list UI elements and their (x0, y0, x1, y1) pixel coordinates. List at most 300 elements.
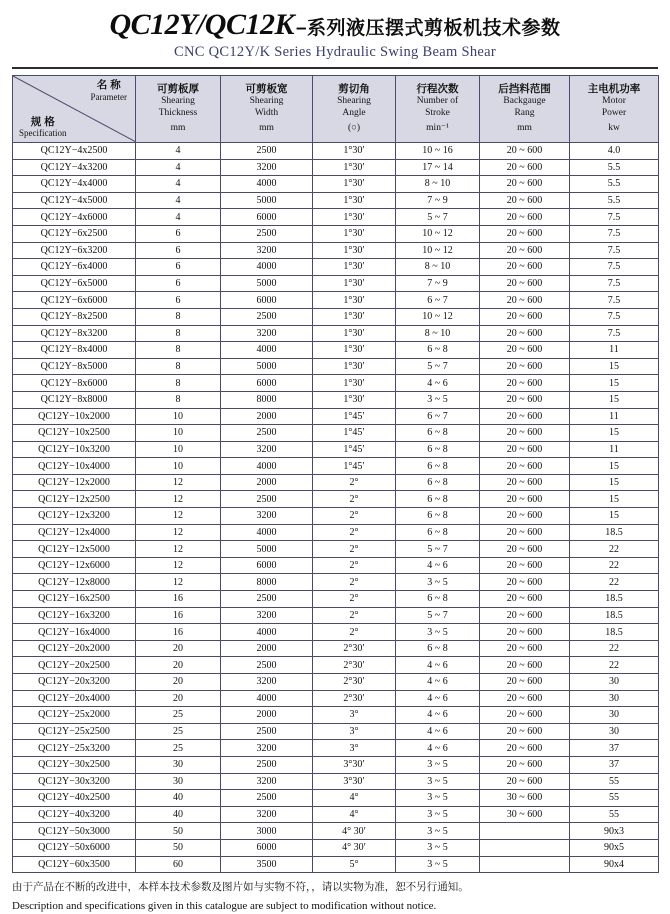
table-row (13, 242, 659, 259)
table-row (13, 624, 659, 641)
cell-model: QC12Y−6x4000 (13, 259, 136, 276)
cell-value: 37 (570, 740, 659, 757)
cell-value: 16 (136, 607, 221, 624)
cell-value: 4° (313, 806, 396, 823)
cell-value: 4 (136, 159, 221, 176)
table-row (13, 806, 659, 823)
cell-value: 5.5 (570, 192, 659, 209)
table-row (13, 740, 659, 757)
table-row (13, 690, 659, 707)
cell-value: 3500 (221, 856, 313, 873)
page-header (12, 0, 658, 61)
cell-value: 3 ~ 5 (396, 391, 480, 408)
cell-value: 15 (570, 391, 659, 408)
cell-value: 20 ~ 600 (480, 292, 570, 309)
cell-value: 18.5 (570, 591, 659, 608)
cell-value: 10 ~ 12 (396, 242, 480, 259)
cell-value: 8 (136, 358, 221, 375)
table-row (13, 408, 659, 425)
cell-value: 22 (570, 657, 659, 674)
cell-value: 6 ~ 7 (396, 408, 480, 425)
cell-model: QC12Y−8x8000 (13, 391, 136, 408)
cell-value: 2500 (221, 491, 313, 508)
cell-value: 25 (136, 740, 221, 757)
cell-value: 10 (136, 441, 221, 458)
cell-value: 4 (136, 192, 221, 209)
cell-value: 7.5 (570, 242, 659, 259)
table-row (13, 508, 659, 525)
table-row (13, 773, 659, 790)
cell-value: 22 (570, 541, 659, 558)
cell-value: 8 (136, 325, 221, 342)
table-row (13, 640, 659, 657)
title-model: QC12Y/QC12K (109, 8, 294, 41)
cell-value: 20 ~ 600 (480, 325, 570, 342)
table-row (13, 159, 659, 176)
cell-value: 7.5 (570, 308, 659, 325)
cell-value: 6 ~ 8 (396, 474, 480, 491)
cell-value (480, 856, 570, 873)
cell-value: 16 (136, 624, 221, 641)
cell-value: 2500 (221, 756, 313, 773)
cell-value: 7.5 (570, 325, 659, 342)
corner-specification-en: Specification (19, 128, 67, 139)
cell-value: 5000 (221, 358, 313, 375)
cell-value: 11 (570, 342, 659, 359)
table-row (13, 325, 659, 342)
cell-model: QC12Y−40x2500 (13, 790, 136, 807)
cell-value: 18.5 (570, 624, 659, 641)
cell-value: 5° (313, 856, 396, 873)
cell-value: 1°30′ (313, 259, 396, 276)
cell-value: 6 ~ 8 (396, 342, 480, 359)
cell-value: 2000 (221, 707, 313, 724)
cell-model: QC12Y−12x5000 (13, 541, 136, 558)
cell-model: QC12Y−4x6000 (13, 209, 136, 226)
cell-model: QC12Y−12x2500 (13, 491, 136, 508)
cell-value: 12 (136, 574, 221, 591)
cell-value: 10 (136, 458, 221, 475)
table-row (13, 707, 659, 724)
cell-value: 4000 (221, 624, 313, 641)
cell-value: 20 ~ 600 (480, 441, 570, 458)
cell-value: 11 (570, 441, 659, 458)
cell-value: 10 ~ 12 (396, 308, 480, 325)
cell-model: QC12Y−16x4000 (13, 624, 136, 641)
cell-value: 3 ~ 5 (396, 773, 480, 790)
cell-model: QC12Y−6x6000 (13, 292, 136, 309)
cell-value: 12 (136, 491, 221, 508)
table-row (13, 557, 659, 574)
cell-value: 2° (313, 524, 396, 541)
cell-model: QC12Y−20x4000 (13, 690, 136, 707)
cell-value: 20 ~ 600 (480, 723, 570, 740)
cell-value: 20 ~ 600 (480, 607, 570, 624)
cell-value: 6 ~ 8 (396, 524, 480, 541)
cell-value: 22 (570, 640, 659, 657)
cell-value: 20 (136, 640, 221, 657)
page-title (12, 8, 658, 42)
cell-value: 25 (136, 723, 221, 740)
cell-model: QC12Y−10x2500 (13, 425, 136, 442)
cell-value: 10 ~ 12 (396, 225, 480, 242)
cell-model: QC12Y−25x3200 (13, 740, 136, 757)
cell-value: 3 ~ 5 (396, 856, 480, 873)
cell-value: 20 ~ 600 (480, 740, 570, 757)
cell-value: 4 ~ 6 (396, 557, 480, 574)
cell-model: QC12Y−10x4000 (13, 458, 136, 475)
table-row (13, 541, 659, 558)
cell-value: 20 ~ 600 (480, 308, 570, 325)
cell-value: 30 (570, 723, 659, 740)
cell-value: 12 (136, 524, 221, 541)
column-header-motor-power: 主电机功率 Motor Power kw (570, 76, 659, 143)
cell-value: 20 ~ 600 (480, 342, 570, 359)
cell-value: 1°30′ (313, 391, 396, 408)
cell-value: 20 ~ 600 (480, 657, 570, 674)
cell-value: 20 ~ 600 (480, 690, 570, 707)
cell-value: 1°30′ (313, 143, 396, 160)
table-row (13, 275, 659, 292)
cell-value: 12 (136, 474, 221, 491)
cell-value: 3° (313, 723, 396, 740)
cell-value: 15 (570, 508, 659, 525)
cell-value: 8 ~ 10 (396, 259, 480, 276)
cell-value: 2000 (221, 640, 313, 657)
cell-value: 30 (570, 690, 659, 707)
footer-note (12, 880, 658, 914)
cell-value: 3200 (221, 806, 313, 823)
cell-value: 1°30′ (313, 176, 396, 193)
cell-model: QC12Y−40x3200 (13, 806, 136, 823)
table-header (13, 76, 659, 143)
cell-value: 20 ~ 600 (480, 474, 570, 491)
cell-value: 4 ~ 6 (396, 740, 480, 757)
cell-value: 1°45′ (313, 441, 396, 458)
cell-value: 8 ~ 10 (396, 176, 480, 193)
cell-value: 2°30′ (313, 657, 396, 674)
cell-value: 2° (313, 491, 396, 508)
cell-value: 3 ~ 5 (396, 790, 480, 807)
cell-value: 20 ~ 600 (480, 209, 570, 226)
cell-value: 1°30′ (313, 358, 396, 375)
cell-value: 2° (313, 624, 396, 641)
cell-value: 20 ~ 600 (480, 176, 570, 193)
cell-model: QC12Y−8x2500 (13, 308, 136, 325)
cell-value: 2° (313, 541, 396, 558)
table-row (13, 790, 659, 807)
cell-value: 25 (136, 707, 221, 724)
cell-model: QC12Y−12x4000 (13, 524, 136, 541)
table-row (13, 524, 659, 541)
cell-value: 20 ~ 600 (480, 425, 570, 442)
cell-value: 20 ~ 600 (480, 773, 570, 790)
cell-value: 2° (313, 508, 396, 525)
cell-value: 8 (136, 375, 221, 392)
cell-value: 4 (136, 176, 221, 193)
cell-value: 5.5 (570, 176, 659, 193)
cell-value: 4000 (221, 458, 313, 475)
cell-value: 5 ~ 7 (396, 541, 480, 558)
table-body (13, 143, 659, 873)
cell-value: 5 ~ 7 (396, 209, 480, 226)
cell-model: QC12Y−25x2500 (13, 723, 136, 740)
cell-value: 6 (136, 259, 221, 276)
cell-value: 2° (313, 574, 396, 591)
specification-table (12, 75, 659, 873)
cell-value: 3200 (221, 441, 313, 458)
cell-value: 2000 (221, 408, 313, 425)
cell-value: 30 (136, 756, 221, 773)
table-row (13, 657, 659, 674)
cell-value: 60 (136, 856, 221, 873)
cell-value: 6 ~ 8 (396, 458, 480, 475)
column-header-backgauge: 后挡料范围 Backgauge Rang mm (480, 76, 570, 143)
cell-model: QC12Y−8x5000 (13, 358, 136, 375)
corner-parameter-label (91, 79, 127, 102)
cell-model: QC12Y−12x2000 (13, 474, 136, 491)
cell-value: 8 (136, 342, 221, 359)
cell-value: 20 (136, 657, 221, 674)
cell-value: 55 (570, 773, 659, 790)
cell-value: 4000 (221, 259, 313, 276)
cell-value: 4000 (221, 524, 313, 541)
cell-value: 50 (136, 823, 221, 840)
column-header-thickness: 可剪板厚 Shearing Thickness mm (136, 76, 221, 143)
cell-value: 2500 (221, 308, 313, 325)
footer-note-en: Description and specifications given in this catalogue are subject to modification without notice. (12, 899, 437, 912)
table-row (13, 209, 659, 226)
cell-value: 7.5 (570, 275, 659, 292)
cell-value: 3200 (221, 508, 313, 525)
cell-value: 90x5 (570, 839, 659, 856)
table-row (13, 259, 659, 276)
cell-value: 3°30′ (313, 756, 396, 773)
cell-value: 4.0 (570, 143, 659, 160)
cell-value: 4 ~ 6 (396, 657, 480, 674)
cell-value: 6 (136, 225, 221, 242)
cell-value: 20 ~ 600 (480, 275, 570, 292)
cell-value: 1°30′ (313, 275, 396, 292)
cell-value: 6 ~ 8 (396, 640, 480, 657)
cell-value: 2500 (221, 425, 313, 442)
column-header-width: 可剪板宽 Shearing Width mm (221, 76, 313, 143)
cell-value: 20 (136, 690, 221, 707)
cell-model: QC12Y−50x6000 (13, 839, 136, 856)
cell-value: 20 ~ 600 (480, 674, 570, 691)
cell-value: 6 (136, 242, 221, 259)
cell-value: 1°30′ (313, 242, 396, 259)
cell-value: 17 ~ 14 (396, 159, 480, 176)
cell-value: 15 (570, 458, 659, 475)
cell-value: 6000 (221, 209, 313, 226)
cell-value: 12 (136, 557, 221, 574)
cell-value: 7.5 (570, 225, 659, 242)
corner-parameter-en: Parameter (90, 91, 127, 102)
table-row (13, 342, 659, 359)
cell-value: 20 ~ 600 (480, 259, 570, 276)
cell-value: 40 (136, 790, 221, 807)
cell-value: 1°30′ (313, 209, 396, 226)
cell-value: 3200 (221, 773, 313, 790)
cell-value: 22 (570, 574, 659, 591)
cell-value: 2°30′ (313, 674, 396, 691)
cell-value: 18.5 (570, 524, 659, 541)
title-chinese: –系列液压摆式剪板机技术参数 (295, 18, 561, 39)
cell-value: 2° (313, 607, 396, 624)
cell-value: 3 ~ 5 (396, 624, 480, 641)
cell-value: 20 ~ 600 (480, 358, 570, 375)
cell-value: 30 (136, 773, 221, 790)
table-row (13, 856, 659, 873)
cell-value: 3200 (221, 325, 313, 342)
table-row (13, 143, 659, 160)
cell-value: 40 (136, 806, 221, 823)
cell-value: 4 ~ 6 (396, 723, 480, 740)
table-row (13, 391, 659, 408)
table-row (13, 292, 659, 309)
cell-model: QC12Y−16x2500 (13, 591, 136, 608)
cell-value: 6 ~ 8 (396, 425, 480, 442)
cell-value: 8 ~ 10 (396, 325, 480, 342)
table-row (13, 441, 659, 458)
footer-note-cn: 由于产品在不断的改进中，本样本技术参数及图片如与实物不符，，请以实物为准，恕不另行通知。 (12, 881, 469, 894)
cell-model: QC12Y−20x2000 (13, 640, 136, 657)
corner-specification-label (19, 116, 66, 139)
cell-model: QC12Y−60x3500 (13, 856, 136, 873)
table-row (13, 425, 659, 442)
cell-value: 1°30′ (313, 375, 396, 392)
cell-value: 20 ~ 600 (480, 375, 570, 392)
table-row (13, 823, 659, 840)
cell-value: 5000 (221, 541, 313, 558)
cell-model: QC12Y−10x3200 (13, 441, 136, 458)
cell-value: 1°45′ (313, 408, 396, 425)
cell-model: QC12Y−30x2500 (13, 756, 136, 773)
cell-model: QC12Y−6x2500 (13, 225, 136, 242)
table-row (13, 192, 659, 209)
cell-value: 6 ~ 8 (396, 491, 480, 508)
cell-value: 4000 (221, 690, 313, 707)
cell-value: 20 ~ 600 (480, 574, 570, 591)
cell-value: 90x4 (570, 856, 659, 873)
cell-value: 20 (136, 674, 221, 691)
cell-model: QC12Y−4x3200 (13, 159, 136, 176)
cell-value: 4 ~ 6 (396, 674, 480, 691)
cell-value: 1°30′ (313, 192, 396, 209)
cell-value: 10 (136, 425, 221, 442)
cell-value: 2500 (221, 143, 313, 160)
cell-value: 4 ~ 6 (396, 375, 480, 392)
cell-value: 4 (136, 143, 221, 160)
cell-value: 2° (313, 591, 396, 608)
table-row (13, 756, 659, 773)
cell-model: QC12Y−4x4000 (13, 176, 136, 193)
cell-value: 7 ~ 9 (396, 275, 480, 292)
corner-parameter-cn: 名 称 (96, 79, 121, 91)
cell-value: 5 ~ 7 (396, 607, 480, 624)
table-row (13, 176, 659, 193)
cell-value: 11 (570, 408, 659, 425)
cell-value: 6000 (221, 375, 313, 392)
cell-model: QC12Y−8x4000 (13, 342, 136, 359)
cell-value: 3 ~ 5 (396, 574, 480, 591)
cell-value: 4° (313, 790, 396, 807)
cell-value: 3°30′ (313, 773, 396, 790)
cell-value: 8000 (221, 391, 313, 408)
cell-value: 15 (570, 375, 659, 392)
cell-value: 2° (313, 474, 396, 491)
table-row (13, 375, 659, 392)
table-row (13, 674, 659, 691)
cell-model: QC12Y−4x2500 (13, 143, 136, 160)
cell-value: 8 (136, 308, 221, 325)
cell-value: 4 ~ 6 (396, 690, 480, 707)
cell-value: 6 ~ 8 (396, 441, 480, 458)
cell-model: QC12Y−12x3200 (13, 508, 136, 525)
cell-value: 20 ~ 600 (480, 458, 570, 475)
cell-value: 22 (570, 557, 659, 574)
cell-value: 3 ~ 5 (396, 756, 480, 773)
cell-value: 2500 (221, 657, 313, 674)
cell-value: 20 ~ 600 (480, 557, 570, 574)
cell-value: 55 (570, 806, 659, 823)
cell-value: 30 (570, 674, 659, 691)
cell-value: 3 ~ 5 (396, 839, 480, 856)
cell-value: 4° 30′ (313, 823, 396, 840)
cell-value: 90x3 (570, 823, 659, 840)
cell-value: 4000 (221, 176, 313, 193)
cell-value: 20 ~ 600 (480, 524, 570, 541)
cell-value: 10 (136, 408, 221, 425)
cell-value: 1°30′ (313, 325, 396, 342)
column-header-angle: 剪切角 Shearing Angle (○) (313, 76, 396, 143)
cell-value: 3200 (221, 740, 313, 757)
cell-value: 5.5 (570, 159, 659, 176)
cell-value: 1°30′ (313, 342, 396, 359)
cell-value: 3200 (221, 607, 313, 624)
cell-value: 3000 (221, 823, 313, 840)
cell-value: 2500 (221, 723, 313, 740)
table-row (13, 491, 659, 508)
cell-value: 5000 (221, 192, 313, 209)
cell-value: 7 ~ 9 (396, 192, 480, 209)
cell-value: 2500 (221, 790, 313, 807)
table-row (13, 591, 659, 608)
cell-value: 30 ~ 600 (480, 806, 570, 823)
cell-model: QC12Y−20x3200 (13, 674, 136, 691)
cell-value (480, 839, 570, 856)
cell-value: 7.5 (570, 259, 659, 276)
cell-value: 20 ~ 600 (480, 591, 570, 608)
table-row (13, 225, 659, 242)
cell-model: QC12Y−8x6000 (13, 375, 136, 392)
cell-value: 3200 (221, 674, 313, 691)
cell-value: 20 ~ 600 (480, 491, 570, 508)
cell-value: 20 ~ 600 (480, 541, 570, 558)
cell-value: 30 ~ 600 (480, 790, 570, 807)
cell-value: 2° (313, 557, 396, 574)
header-divider (12, 67, 658, 69)
cell-value: 1°30′ (313, 308, 396, 325)
cell-value: 2000 (221, 474, 313, 491)
table-row (13, 839, 659, 856)
cell-value: 18.5 (570, 607, 659, 624)
cell-value: 7.5 (570, 209, 659, 226)
cell-value: 1°30′ (313, 225, 396, 242)
cell-value: 3° (313, 707, 396, 724)
cell-value: 5 ~ 7 (396, 358, 480, 375)
